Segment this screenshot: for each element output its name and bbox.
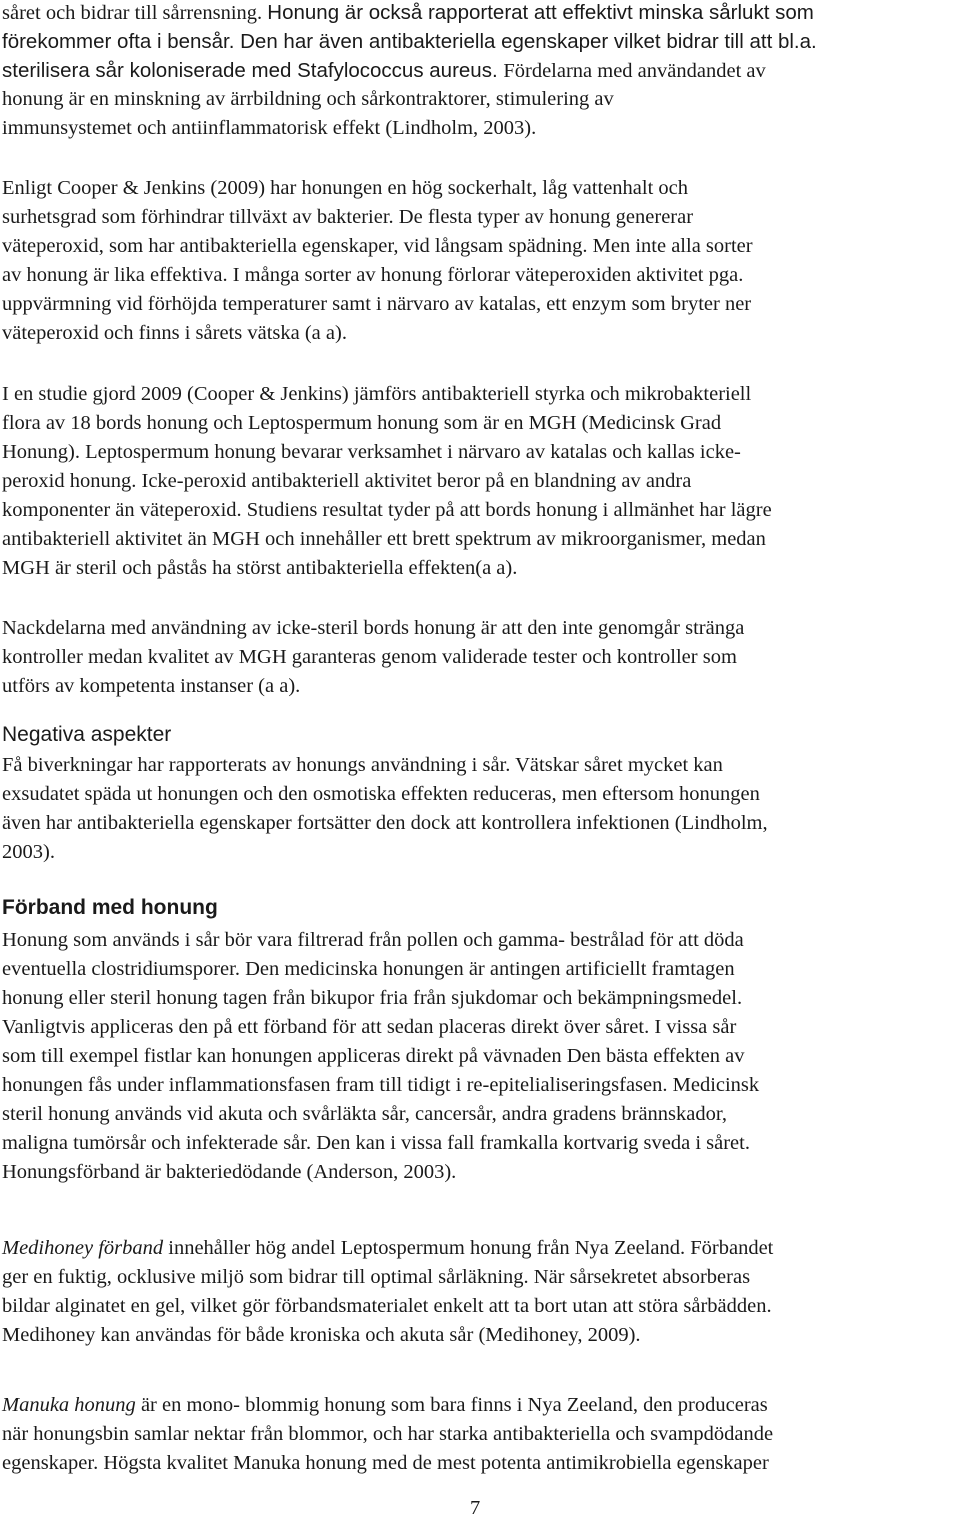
text-segment: Honung som används i sår bör vara filtrerad från pollen och gamma- bestrålad för att döda: [2, 929, 744, 951]
text-line: [2, 496, 957, 525]
text-line: [2, 614, 957, 643]
italic-term: Medihoney förband: [2, 1237, 164, 1259]
text-line: [2, 0, 957, 27]
text-segment: även har antibakteriella egenskaper fortsätter den dock att kontrollera infektionen (Lindholm,: [2, 812, 768, 834]
paragraph-negativa: [2, 751, 957, 867]
text-segment: som till exempel fistlar kan honungen appliceras direkt på vävnaden Den bästa effekten av: [2, 1045, 745, 1067]
text-segment: förekommer ofta i bensår. Den har även antibakteriella egenskaper vilket bidrar till att bl.a.: [2, 30, 817, 53]
paragraph-medihoney: [2, 1234, 957, 1350]
italic-term: Manuka honung: [2, 1394, 136, 1416]
text-segment: Honungsförband är bakteriedödande (Anderson, 2003).: [2, 1161, 457, 1183]
text-line: [2, 1158, 957, 1187]
text-line: [2, 751, 957, 780]
heading-text: [2, 720, 957, 749]
text-line: [2, 984, 957, 1013]
paragraph-studie-2009: [2, 380, 957, 583]
text-segment: väteperoxid och finns i sårets vätska (a a).: [2, 322, 347, 344]
text-segment: Enligt Cooper & Jenkins (2009) har honungen en hög sockerhalt, låg vattenhalt och: [2, 177, 689, 199]
text-segment: såret och bidrar till sårrensning.: [2, 2, 268, 24]
section-heading-negativa-aspekter: [2, 720, 957, 749]
text-line: [2, 261, 957, 290]
text-segment: steril honung används vid akuta och svårläkta sår, cancersår, andra gradens brännskador,: [2, 1103, 728, 1125]
text-line: [2, 1391, 957, 1420]
text-segment: flora av 18 bords honung och Leptospermum honung som är en MGH (Medicinsk Grad: [2, 412, 722, 434]
text-line: [2, 290, 957, 319]
text-line: [2, 643, 957, 672]
text-line: [2, 380, 957, 409]
paragraph-intro-continuation: [2, 0, 957, 143]
text-segment: Negativa aspekter: [2, 723, 172, 746]
text-line: [2, 1071, 957, 1100]
paragraph-forband: [2, 926, 957, 1187]
text-segment: uppvärmning vid förhöjda temperaturer samt i närvaro av katalas, ett enzym som bryter ner: [2, 293, 752, 315]
text-line: [2, 1420, 957, 1449]
text-line: [2, 56, 957, 85]
text-segment: Medihoney kan användas för både kroniska och akuta sår (Medihoney, 2009).: [2, 1324, 641, 1346]
text-segment: honung är en minskning av ärrbildning och sårkontraktorer, stimulering av: [2, 88, 614, 110]
text-line: [2, 319, 957, 348]
paragraph-nackdelar: [2, 614, 957, 701]
text-segment: egenskaper. Högsta kvalitet Manuka honung med de mest potenta antimikrobiella egenskaper: [2, 1452, 769, 1474]
text-line: [2, 27, 957, 56]
text-segment: honungen fås under inflammationsfasen fram till tidigt i re-epitelialiseringsfasen. Medicinsk: [2, 1074, 760, 1096]
text-line: [2, 525, 957, 554]
text-line: [2, 174, 957, 203]
text-segment: Fördelarna med användandet av: [503, 60, 766, 82]
text-segment: antibakteriell aktivitet än MGH och innehåller ett brett spektrum av mikroorganismer, medan: [2, 528, 766, 550]
text-segment: sterilisera sår koloniserade med Stafylococcus aureus.: [2, 59, 504, 82]
text-segment: surhetsgrad som förhindrar tillväxt av bakterier. De flesta typer av honung genererar: [2, 206, 694, 228]
text-line: [2, 838, 957, 867]
text-line: [2, 232, 957, 261]
text-segment: MGH är steril och påstås ha störst antibakteriella effekten(a a).: [2, 557, 518, 579]
text-segment: Honung är också rapporterat att effektivt minska sårlukt som: [267, 1, 814, 24]
text-segment: väteperoxid, som har antibakteriella egenskaper, vid långsam spädning. Men inte alla sorter: [2, 235, 753, 257]
text-line: [2, 1100, 957, 1129]
text-segment: Honung). Leptospermum honung bevarar verksamhet i närvaro av katalas och kallas icke-: [2, 441, 741, 463]
text-segment: ger en fuktig, ocklusive miljö som bidrar till optimal sårläkning. När sårsekretet absorberas: [2, 1266, 751, 1288]
text-line: [2, 467, 957, 496]
text-line: [2, 85, 957, 114]
text-segment: honung eller steril honung tagen från bikupor fria från sjukdomar och bekämpningsmedel.: [2, 987, 743, 1009]
text-line: [2, 1263, 957, 1292]
text-segment: Vanligtvis appliceras den på ett förband för att sedan placeras direkt över såret. I vissa sår: [2, 1016, 737, 1038]
text-line: [2, 114, 957, 143]
text-segment: utförs av kompetenta instanser (a a).: [2, 675, 301, 697]
text-segment: när honungsbin samlar nektar från blommor, och har starka antibakteriella och svampdödande: [2, 1423, 774, 1445]
text-line: [2, 438, 957, 467]
paragraph-manuka: [2, 1391, 957, 1478]
text-segment: peroxid honung. Icke-peroxid antibakteriell aktivitet beror på en blandning av andra: [2, 470, 692, 492]
text-segment: Förband med honung: [2, 896, 218, 919]
text-line: [2, 1234, 957, 1263]
text-segment: maligna tumörsår och infekterade sår. Den kan i vissa fall framkalla kortvarig sveda i såret.: [2, 1132, 750, 1154]
text-segment: komponenter än väteperoxid. Studiens resultat tyder på att bords honung i allmänhet har lägre: [2, 499, 772, 521]
section-heading-forband-med-honung: [2, 893, 957, 922]
text-line: [2, 409, 957, 438]
text-line: [2, 809, 957, 838]
page-number: 7: [470, 1497, 481, 1519]
text-line: [2, 1292, 957, 1321]
text-line: [2, 672, 957, 701]
text-segment: kontroller medan kvalitet av MGH garanteras genom validerade tester och kontroller som: [2, 646, 737, 668]
text-segment: exsudatet späda ut honungen och den osmotiska effekten reduceras, men eftersom honungen: [2, 783, 760, 805]
text-line: [2, 1129, 957, 1158]
text-segment: av honung är lika effektiva. I många sorter av honung förlorar väteperoxiden aktivitet pga.: [2, 264, 744, 286]
paragraph-cooper-jenkins: [2, 174, 957, 348]
text-segment: innehåller hög andel Leptospermum honung från Nya Zeeland. Förbandet: [163, 1237, 774, 1259]
text-line: [2, 203, 957, 232]
text-line: [2, 926, 957, 955]
text-line: [2, 1042, 957, 1071]
text-segment: 2003).: [2, 841, 55, 863]
text-segment: eventuella clostridiumsporer. Den medicinska honungen är antingen artificiellt framtagen: [2, 958, 735, 980]
text-line: [2, 780, 957, 809]
text-segment: är en mono- blommig honung som bara finns i Nya Zeeland, den produceras: [135, 1394, 768, 1416]
text-segment: Nackdelarna med användning av icke-steril bords honung är att den inte genomgår stränga: [2, 617, 745, 639]
heading-text: [2, 893, 957, 922]
text-line: [2, 1321, 957, 1350]
text-segment: Få biverkningar har rapporterats av honungs användning i sår. Vätskar såret mycket kan: [2, 754, 723, 776]
text-line: [2, 955, 957, 984]
text-segment: immunsystemet och antiinflammatorisk effekt (Lindholm, 2003).: [2, 117, 537, 139]
text-line: [2, 1013, 957, 1042]
text-segment: bildar alginatet en gel, vilket gör förbandsmaterialet enkelt att ta bort utan att störa sårbädden.: [2, 1295, 772, 1317]
text-line: [2, 554, 957, 583]
text-segment: I en studie gjord 2009 (Cooper & Jenkins) jämförs antibakteriell styrka och mikrobakteriell: [2, 383, 752, 405]
text-line: [2, 1449, 957, 1478]
